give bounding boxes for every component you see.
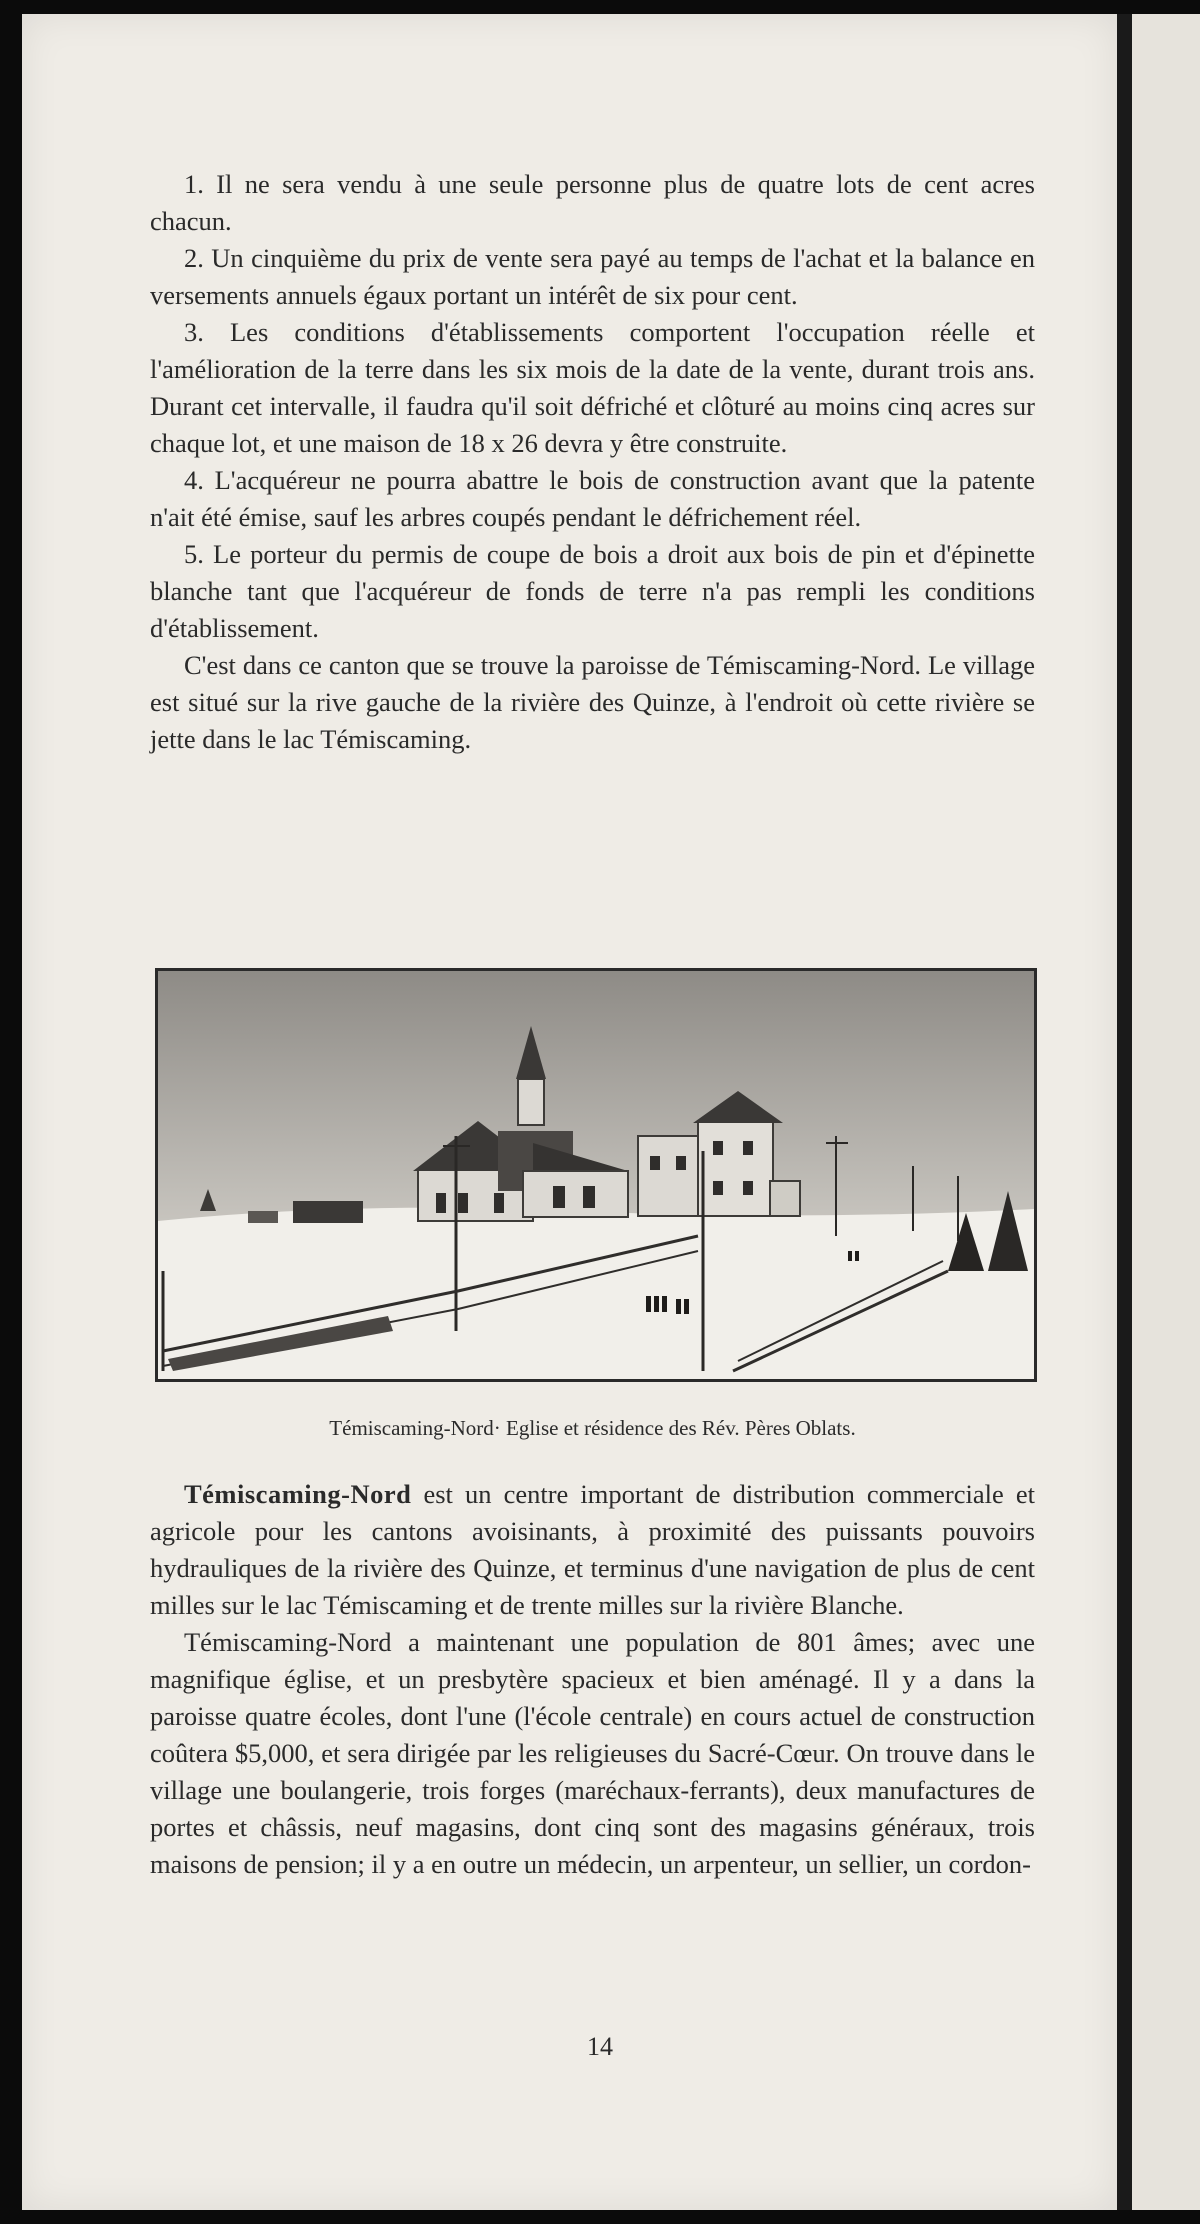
paragraph-canton: C'est dans ce canton que se trouve la paroisse de Témiscaming-Nord. Le village est situé sur la rive gauche de la rivière des Quinze, à l'endroit où cette rivière se jette dans le lac Témiscaming. (150, 650, 1035, 754)
paragraph-condition-2: 2. Un cinquième du prix de vente sera payé au temps de l'achat et la balance en versements annuels égaux portant un intérêt de six pour cent. (150, 243, 1035, 310)
paragraph-temiscaming-nord (150, 1476, 1035, 1624)
paragraph-temiscaming-nord-body: est un centre important de distribution commerciale et agricole pour les cantons avoisinants, à proximité des puissants pouvoirs hydrauliques de la rivière des Quinze, et terminus d'une navigation de plus de cent milles sur le lac Témiscaming et de trente milles sur la rivière Blanche. (150, 1479, 1035, 1620)
adjacent-page-edge (1132, 14, 1200, 2210)
paragraph-condition-4: 4. L'acquéreur ne pourra abattre le bois de construction avant que la patente n'ait été émise, sauf les arbres coupés pendant le défrichement réel. (150, 465, 1035, 532)
bottom-text-block (150, 1476, 1035, 1883)
bold-term: Témiscaming-Nord (184, 1479, 412, 1509)
photo-caption: Témiscaming-Nord· Eglise et résidence des Rév. Pères Oblats. (329, 1416, 856, 1440)
paragraph-population: Témiscaming-Nord a maintenant une population de 801 âmes; avec une magnifique église, et un presbytère spacieux et bien aménagé. Il y a dans la paroisse quatre écoles, dont l'une (l'école centrale) en cours actuel de construction coûtera $5,000, et sera dirigée par les religieuses du Sacré-Cœur. On trouve dans le village une boulangerie, trois forges (maréchaux-ferrants), deux manufactures de portes et châssis, neuf magasins, dont cinq sont des magasins généraux, trois maisons de pension; il y a en outre un médecin, un arpenteur, un sellier, un cordon- (150, 1627, 1035, 1879)
church-photograph (155, 968, 1037, 1382)
page-number: 14 (587, 2032, 613, 2061)
paragraph-condition-5: 5. Le porteur du permis de coupe de bois a droit aux bois de pin et d'épinette blanche tant que l'acquéreur de fonds de terre n'a pas rempli les conditions d'établissement. (150, 539, 1035, 643)
top-text-block (150, 166, 1035, 758)
paragraph-condition-1: 1. Il ne sera vendu à une seule personne plus de quatre lots de cent acres chacun. (150, 169, 1035, 236)
paragraph-condition-3: 3. Les conditions d'établissements comportent l'occupation réelle et l'amélioration de la terre dans les six mois de la date de la vente, durant trois ans. Durant cet intervalle, il faudra qu'il soit défriché et clôturé au moins cinq acres sur chaque lot, et une maison de 18 x 26 devra y être construite. (150, 317, 1035, 458)
